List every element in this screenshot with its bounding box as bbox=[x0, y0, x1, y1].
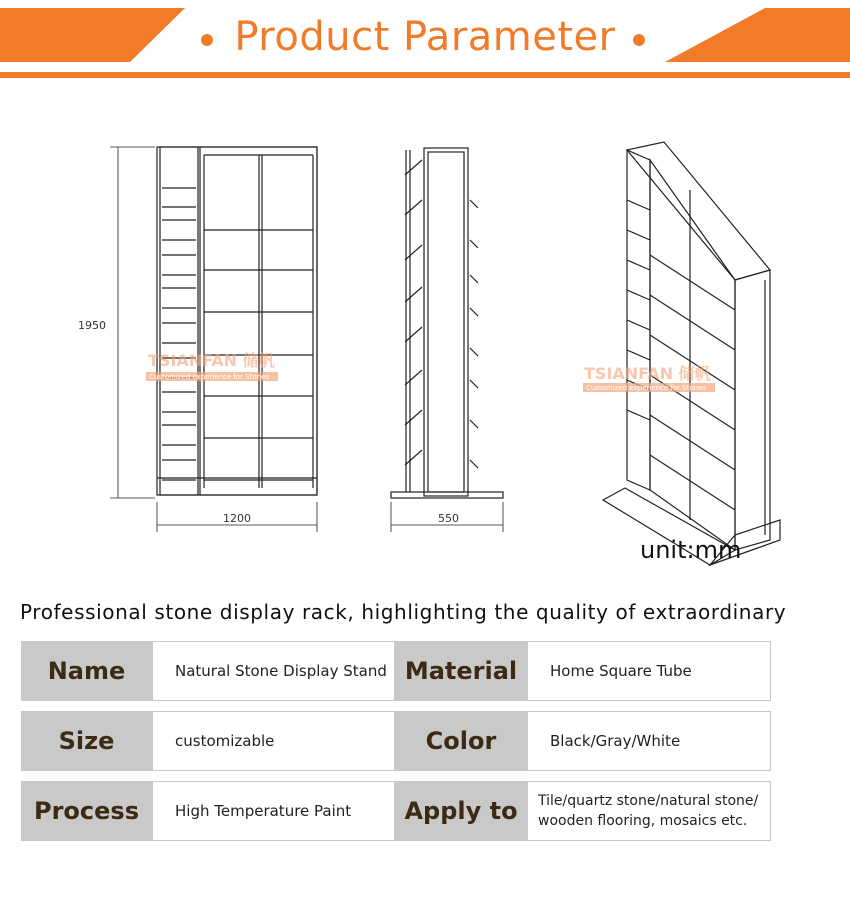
param-value: Home Square Tube bbox=[527, 641, 771, 701]
param-value: customizable bbox=[152, 711, 395, 771]
param-value-line: wooden flooring, mosaics etc. bbox=[538, 813, 748, 829]
table-row bbox=[21, 781, 771, 841]
param-label: Apply to bbox=[395, 781, 527, 841]
unit-label: unit:mm bbox=[640, 536, 742, 564]
side-view-drawing bbox=[391, 148, 503, 498]
height-dimension-label: 1950 bbox=[78, 319, 106, 332]
param-label: Process bbox=[21, 781, 152, 841]
isometric-view-drawing bbox=[603, 142, 780, 565]
param-label: Name bbox=[21, 641, 152, 701]
watermark-slogan-left: Customized experience for Stones bbox=[149, 373, 270, 381]
width-dimension-label: 1200 bbox=[223, 512, 251, 525]
param-label: Size bbox=[21, 711, 152, 771]
param-value: Black/Gray/White bbox=[527, 711, 771, 771]
param-label: Color bbox=[395, 711, 527, 771]
param-value bbox=[527, 781, 771, 841]
param-value-line: Tile/quartz stone/natural stone/ bbox=[538, 793, 759, 809]
table-row bbox=[21, 641, 771, 701]
watermark-brand-right: TSIANFAN 储帆 bbox=[584, 364, 711, 383]
drawing-canvas bbox=[0, 80, 850, 580]
param-value: High Temperature Paint bbox=[152, 781, 395, 841]
watermark-slogan-right: Customized experience for Stones bbox=[586, 384, 707, 392]
parameter-table bbox=[21, 641, 771, 851]
page-title: Product Parameter bbox=[234, 14, 616, 60]
technical-drawings bbox=[0, 80, 850, 580]
watermark-brand-left: TSIANFAN 储帆 bbox=[148, 351, 275, 370]
tagline: Professional stone display rack, highlighting the quality of extraordinary bbox=[20, 600, 787, 624]
header-banner bbox=[0, 0, 850, 80]
depth-dimension-label: 550 bbox=[438, 512, 459, 525]
param-label: Material bbox=[395, 641, 527, 701]
param-value: Natural Stone Display Stand bbox=[152, 641, 395, 701]
table-row bbox=[21, 711, 771, 771]
front-view-drawing bbox=[157, 147, 317, 495]
